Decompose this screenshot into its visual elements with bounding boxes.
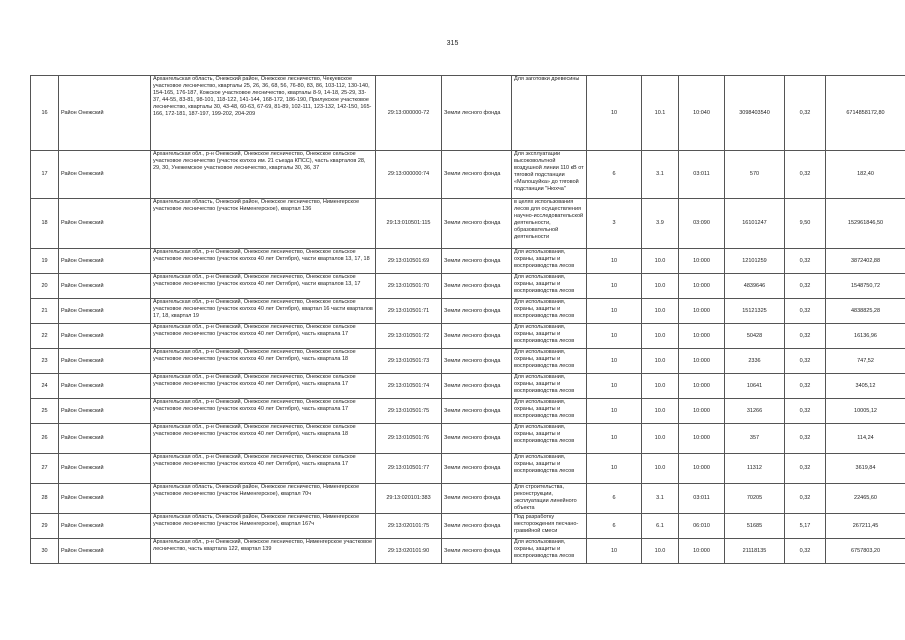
cadastral-number-cell: 29:13:010501:74 — [376, 374, 442, 399]
location-cell: Архангельская обл., р-н Онежский, Онежское лесничество, Онежское сельское участковое лесничество (участок колхоз 40 лет Октября), части кварталов 13, 17 — [151, 274, 376, 299]
area-cell: 15121325 — [725, 299, 785, 324]
table-row — [31, 454, 905, 484]
code-detail-cell: 10.0 — [642, 249, 679, 274]
permitted-use-cell: Для использования, охраны, защиты и воспроизводства лесов — [512, 424, 587, 454]
cadastral-number-cell: 29:13:010501:76 — [376, 424, 442, 454]
value-cell: 182,40 — [826, 151, 905, 199]
code-detail-cell: 3.1 — [642, 151, 679, 199]
row-number: 22 — [31, 324, 59, 349]
area-cell: 3098403540 — [725, 76, 785, 151]
location-cell: Архангельская обл., р-н Онежский, Онежское лесничество, Онежское сельское участковое лесничество (участок колхоз 40 лет Октября), часть квартала 18 — [151, 349, 376, 374]
classifier-cell: 03:090 — [679, 199, 725, 249]
value-cell: 6757803,20 — [826, 539, 905, 564]
area-cell: 21118135 — [725, 539, 785, 564]
row-number: 23 — [31, 349, 59, 374]
rate-cell: 0,32 — [785, 274, 826, 299]
land-category-cell: Земли лесного фонда — [442, 349, 512, 374]
area-cell: 4839646 — [725, 274, 785, 299]
district-cell: Район Онежский — [59, 324, 151, 349]
code-cell: 6 — [587, 514, 642, 539]
area-cell: 70205 — [725, 484, 785, 514]
row-number: 20 — [31, 274, 59, 299]
table-row — [31, 514, 905, 539]
land-category-cell: Земли лесного фонда — [442, 249, 512, 274]
district-cell: Район Онежский — [59, 76, 151, 151]
location-cell: Архангельская обл., р-н Онежский, Онежское лесничество, Онежское сельское участковое лесничество (участок колхоз 40 лет Октября), квартал 16 части кварталов 17, 18, квартал 19 — [151, 299, 376, 324]
location-cell: Архангельская область, Онежский район, Онежское лесничество, Нименгерское участковое лесничество (участок Нименгерское), квартал 167ч — [151, 514, 376, 539]
permitted-use-cell: Для использования, охраны, защиты и воспроизводства лесов — [512, 349, 587, 374]
classifier-cell: 10:040 — [679, 76, 725, 151]
permitted-use-cell: Для использования, охраны, защиты и воспроизводства лесов — [512, 274, 587, 299]
table-row — [31, 484, 905, 514]
location-cell: Архангельская область, Онежский район, Онежское лесничество, Нименгерское участковое лесничество (участок Нименгерское), квартал 136 — [151, 199, 376, 249]
permitted-use-cell: Для использования, охраны, защиты и воспроизводства лесов — [512, 539, 587, 564]
area-cell: 31266 — [725, 399, 785, 424]
table-row — [31, 274, 905, 299]
district-cell: Район Онежский — [59, 374, 151, 399]
code-cell: 10 — [587, 454, 642, 484]
row-number: 26 — [31, 424, 59, 454]
rate-cell: 0,32 — [785, 249, 826, 274]
rate-cell: 0,32 — [785, 324, 826, 349]
value-cell: 3405,12 — [826, 374, 905, 399]
code-detail-cell: 10.0 — [642, 424, 679, 454]
land-category-cell: Земли лесного фонда — [442, 324, 512, 349]
permitted-use-cell: Для заготовки древесины — [512, 76, 587, 151]
row-number: 18 — [31, 199, 59, 249]
land-category-cell: Земли лесного фонда — [442, 374, 512, 399]
value-cell: 16136,96 — [826, 324, 905, 349]
rate-cell: 9,50 — [785, 199, 826, 249]
table-row — [31, 399, 905, 424]
rate-cell: 0,32 — [785, 399, 826, 424]
cadastral-number-cell: 29:13:010501:71 — [376, 299, 442, 324]
area-cell: 51685 — [725, 514, 785, 539]
land-category-cell: Земли лесного фонда — [442, 514, 512, 539]
district-cell: Район Онежский — [59, 424, 151, 454]
code-cell: 6 — [587, 484, 642, 514]
value-cell: 3872402,88 — [826, 249, 905, 274]
row-number: 29 — [31, 514, 59, 539]
cadastral-number-cell: 29:13:010501:115 — [376, 199, 442, 249]
classifier-cell: 03:011 — [679, 151, 725, 199]
area-cell: 50428 — [725, 324, 785, 349]
cadastral-number-cell: 29:13:010501:70 — [376, 274, 442, 299]
code-cell: 10 — [587, 539, 642, 564]
code-detail-cell: 10.0 — [642, 324, 679, 349]
row-number: 27 — [31, 454, 59, 484]
cadastral-number-cell: 29:13:010501:72 — [376, 324, 442, 349]
table-row — [31, 199, 905, 249]
classifier-cell: 10:000 — [679, 539, 725, 564]
code-detail-cell: 10.0 — [642, 399, 679, 424]
code-cell: 10 — [587, 374, 642, 399]
land-category-cell: Земли лесного фонда — [442, 274, 512, 299]
code-cell: 10 — [587, 249, 642, 274]
district-cell: Район Онежский — [59, 454, 151, 484]
code-cell: 3 — [587, 199, 642, 249]
permitted-use-cell: Для использования, охраны, защиты и воспроизводства лесов — [512, 249, 587, 274]
rate-cell: 0,32 — [785, 484, 826, 514]
rate-cell: 0,32 — [785, 424, 826, 454]
row-number: 28 — [31, 484, 59, 514]
code-detail-cell: 10.0 — [642, 539, 679, 564]
row-number: 30 — [31, 539, 59, 564]
code-detail-cell: 10.0 — [642, 374, 679, 399]
district-cell: Район Онежский — [59, 249, 151, 274]
land-category-cell: Земли лесного фонда — [442, 484, 512, 514]
code-detail-cell: 10.0 — [642, 274, 679, 299]
rate-cell: 0,32 — [785, 349, 826, 374]
code-cell: 10 — [587, 424, 642, 454]
permitted-use-cell: Для использования, охраны, защиты и воспроизводства лесов — [512, 299, 587, 324]
location-cell: Архангельская обл., р-н Онежский, Онежское лесничество, Онежское сельское участковое лесничество (участок колхоз 40 лет Октября), часть квартала 17 — [151, 324, 376, 349]
value-cell: 22465,60 — [826, 484, 905, 514]
row-number: 16 — [31, 76, 59, 151]
area-cell: 16101247 — [725, 199, 785, 249]
code-detail-cell: 6.1 — [642, 514, 679, 539]
land-category-cell: Земли лесного фонда — [442, 76, 512, 151]
area-cell: 570 — [725, 151, 785, 199]
classifier-cell: 10:000 — [679, 349, 725, 374]
classifier-cell: 03:011 — [679, 484, 725, 514]
district-cell: Район Онежский — [59, 274, 151, 299]
table-row — [31, 424, 905, 454]
district-cell: Район Онежский — [59, 399, 151, 424]
code-cell: 10 — [587, 349, 642, 374]
classifier-cell: 06:010 — [679, 514, 725, 539]
value-cell: 10005,12 — [826, 399, 905, 424]
permitted-use-cell: в целях использования лесов для осуществления научно-исследовательской деятельности, образовательной деятельности — [512, 199, 587, 249]
location-cell: Архангельская обл., р-н Онежский, Онежское лесничество, Нименгерское участковое лесничество, часть квартала 122, квартал 139 — [151, 539, 376, 564]
table-body — [31, 76, 905, 564]
code-detail-cell: 10.1 — [642, 76, 679, 151]
classifier-cell: 10:000 — [679, 374, 725, 399]
code-cell: 10 — [587, 274, 642, 299]
permitted-use-cell: Для эксплуатации высоковольтной воздушной линии 110 кВ от тяговой подстанции «Малошуйка» до тяговой подстанции "Нюхча" — [512, 151, 587, 199]
table-row — [31, 299, 905, 324]
location-cell: Архангельская обл., р-н Онежский, Онежское лесничество, Онежское сельское участковое лесничество (участок колхоз 40 лет Октября), часть квартала 18 — [151, 424, 376, 454]
permitted-use-cell: Для использования, охраны, защиты и воспроизводства лесов — [512, 324, 587, 349]
rate-cell: 0,32 — [785, 299, 826, 324]
table-row — [31, 76, 905, 151]
value-cell: 6714858172,80 — [826, 76, 905, 151]
district-cell: Район Онежский — [59, 199, 151, 249]
location-cell: Архангельская обл., р-н Онежский, Онежское лесничество, Онежское сельское участковое лесничество (участок колхоз им. 21 съезда КПСС), часть кварталов 28, 29, 30, Унежемское участковое лесничество, кварталы 30, 36, 37 — [151, 151, 376, 199]
cadastral-number-cell: 29:13:020101:90 — [376, 539, 442, 564]
cadastral-number-cell: 29:13:000000-72 — [376, 76, 442, 151]
location-cell: Архангельская обл., р-н Онежский, Онежское лесничество, Онежское сельское участковое лесничество (участок колхоз 40 лет Октября), части кварталов 13, 17, 18 — [151, 249, 376, 274]
code-cell: 6 — [587, 151, 642, 199]
land-category-cell: Земли лесного фонда — [442, 399, 512, 424]
district-cell: Район Онежский — [59, 151, 151, 199]
row-number: 17 — [31, 151, 59, 199]
location-cell: Архангельская обл., р-н Онежский, Онежское лесничество, Онежское сельское участковое лесничество (участок колхоз 40 лет Октября), часть квартала 17 — [151, 454, 376, 484]
land-category-cell: Земли лесного фонда — [442, 454, 512, 484]
cadastral-number-cell: 29:13:010501:75 — [376, 399, 442, 424]
rate-cell: 0,32 — [785, 454, 826, 484]
permitted-use-cell: Для строительства, реконструкции, эксплуатации линейного объекта — [512, 484, 587, 514]
permitted-use-cell: Под разработку месторождения песчано-гравийной смеси — [512, 514, 587, 539]
table-row — [31, 151, 905, 199]
cadastral-number-cell: 29:13:010501:77 — [376, 454, 442, 484]
value-cell: 1548750,72 — [826, 274, 905, 299]
table-row — [31, 349, 905, 374]
location-cell: Архангельская обл., р-н Онежский, Онежское лесничество, Онежское сельское участковое лесничество (участок колхоз 40 лет Октября), часть квартала 17 — [151, 374, 376, 399]
row-number: 24 — [31, 374, 59, 399]
classifier-cell: 10:000 — [679, 249, 725, 274]
district-cell: Район Онежский — [59, 484, 151, 514]
district-cell: Район Онежский — [59, 349, 151, 374]
rate-cell: 0,32 — [785, 374, 826, 399]
area-cell: 357 — [725, 424, 785, 454]
location-cell: Архангельская область, Онежский район, Онежское лесничество, Нименгерское участковое лесничество (участок Нименгерское), квартал 70ч — [151, 484, 376, 514]
classifier-cell: 10:000 — [679, 274, 725, 299]
cadastral-number-cell: 29:13:020101:75 — [376, 514, 442, 539]
cadastral-number-cell: 29:13:020101:383 — [376, 484, 442, 514]
land-category-cell: Земли лесного фонда — [442, 299, 512, 324]
value-cell: 267211,45 — [826, 514, 905, 539]
table-row — [31, 374, 905, 399]
code-detail-cell: 3.1 — [642, 484, 679, 514]
permitted-use-cell: Для использования, охраны, защиты и воспроизводства лесов — [512, 399, 587, 424]
rate-cell: 0,32 — [785, 76, 826, 151]
location-cell: Архангельская обл., р-н Онежский, Онежское лесничество, Онежское сельское участковое лесничество (участок колхоз 40 лет Октября), часть квартала 17 — [151, 399, 376, 424]
permitted-use-cell: Для использования, охраны, защиты и воспроизводства лесов — [512, 374, 587, 399]
value-cell: 114,24 — [826, 424, 905, 454]
permitted-use-cell: Для использования, охраны, защиты и воспроизводства лесов — [512, 454, 587, 484]
classifier-cell: 10:000 — [679, 299, 725, 324]
land-category-cell: Земли лесного фонда — [442, 151, 512, 199]
classifier-cell: 10:000 — [679, 399, 725, 424]
land-category-cell: Земли лесного фонда — [442, 539, 512, 564]
area-cell: 12101259 — [725, 249, 785, 274]
value-cell: 152961846,50 — [826, 199, 905, 249]
row-number: 25 — [31, 399, 59, 424]
value-cell: 747,52 — [826, 349, 905, 374]
code-detail-cell: 10.0 — [642, 454, 679, 484]
location-cell: Архангельская область, Онежский район, Онежское лесничество, Чекуевское участковое лесничество, кварталы 25, 26, 36, 68, 56, 76-80, 83, 86, 103-112, 130-140, 154-165, 176-187, Кожское участковое лесничество, кварталы 8-9, 14-18, 25-29, 33-37, 44-55, 83-81, 98-101, 118-122, 141-144, 168-172, 186-190, Прилукское участковое лесничество, кварталы 30, 43-48, 60-63, 67-69, 81-89, 102-111, 123-132, 142-150, 165-166, 172-181, 187-197, 199-202, 204-209 — [151, 76, 376, 151]
area-cell: 2336 — [725, 349, 785, 374]
area-cell: 11312 — [725, 454, 785, 484]
cadastral-number-cell: 29:13:000000:74 — [376, 151, 442, 199]
district-cell: Район Онежский — [59, 539, 151, 564]
table-row — [31, 324, 905, 349]
land-category-cell: Земли лесного фонда — [442, 424, 512, 454]
code-cell: 10 — [587, 324, 642, 349]
page-number: 315 — [446, 40, 459, 47]
code-detail-cell: 10.0 — [642, 299, 679, 324]
classifier-cell: 10:000 — [679, 454, 725, 484]
cadastral-number-cell: 29:13:010501:69 — [376, 249, 442, 274]
rate-cell: 0,32 — [785, 151, 826, 199]
classifier-cell: 10:000 — [679, 424, 725, 454]
area-cell: 10641 — [725, 374, 785, 399]
row-number: 19 — [31, 249, 59, 274]
code-detail-cell: 10.0 — [642, 349, 679, 374]
cadastral-number-cell: 29:13:010501:73 — [376, 349, 442, 374]
land-category-cell: Земли лесного фонда — [442, 199, 512, 249]
table-row — [31, 539, 905, 564]
classifier-cell: 10:000 — [679, 324, 725, 349]
code-cell: 10 — [587, 299, 642, 324]
code-cell: 10 — [587, 76, 642, 151]
table-row — [31, 249, 905, 274]
value-cell: 4838825,28 — [826, 299, 905, 324]
row-number: 21 — [31, 299, 59, 324]
district-cell: Район Онежский — [59, 514, 151, 539]
rate-cell: 0,32 — [785, 539, 826, 564]
value-cell: 3619,84 — [826, 454, 905, 484]
rate-cell: 5,17 — [785, 514, 826, 539]
code-detail-cell: 3.9 — [642, 199, 679, 249]
code-cell: 10 — [587, 399, 642, 424]
land-plots-table — [30, 75, 905, 564]
district-cell: Район Онежский — [59, 299, 151, 324]
